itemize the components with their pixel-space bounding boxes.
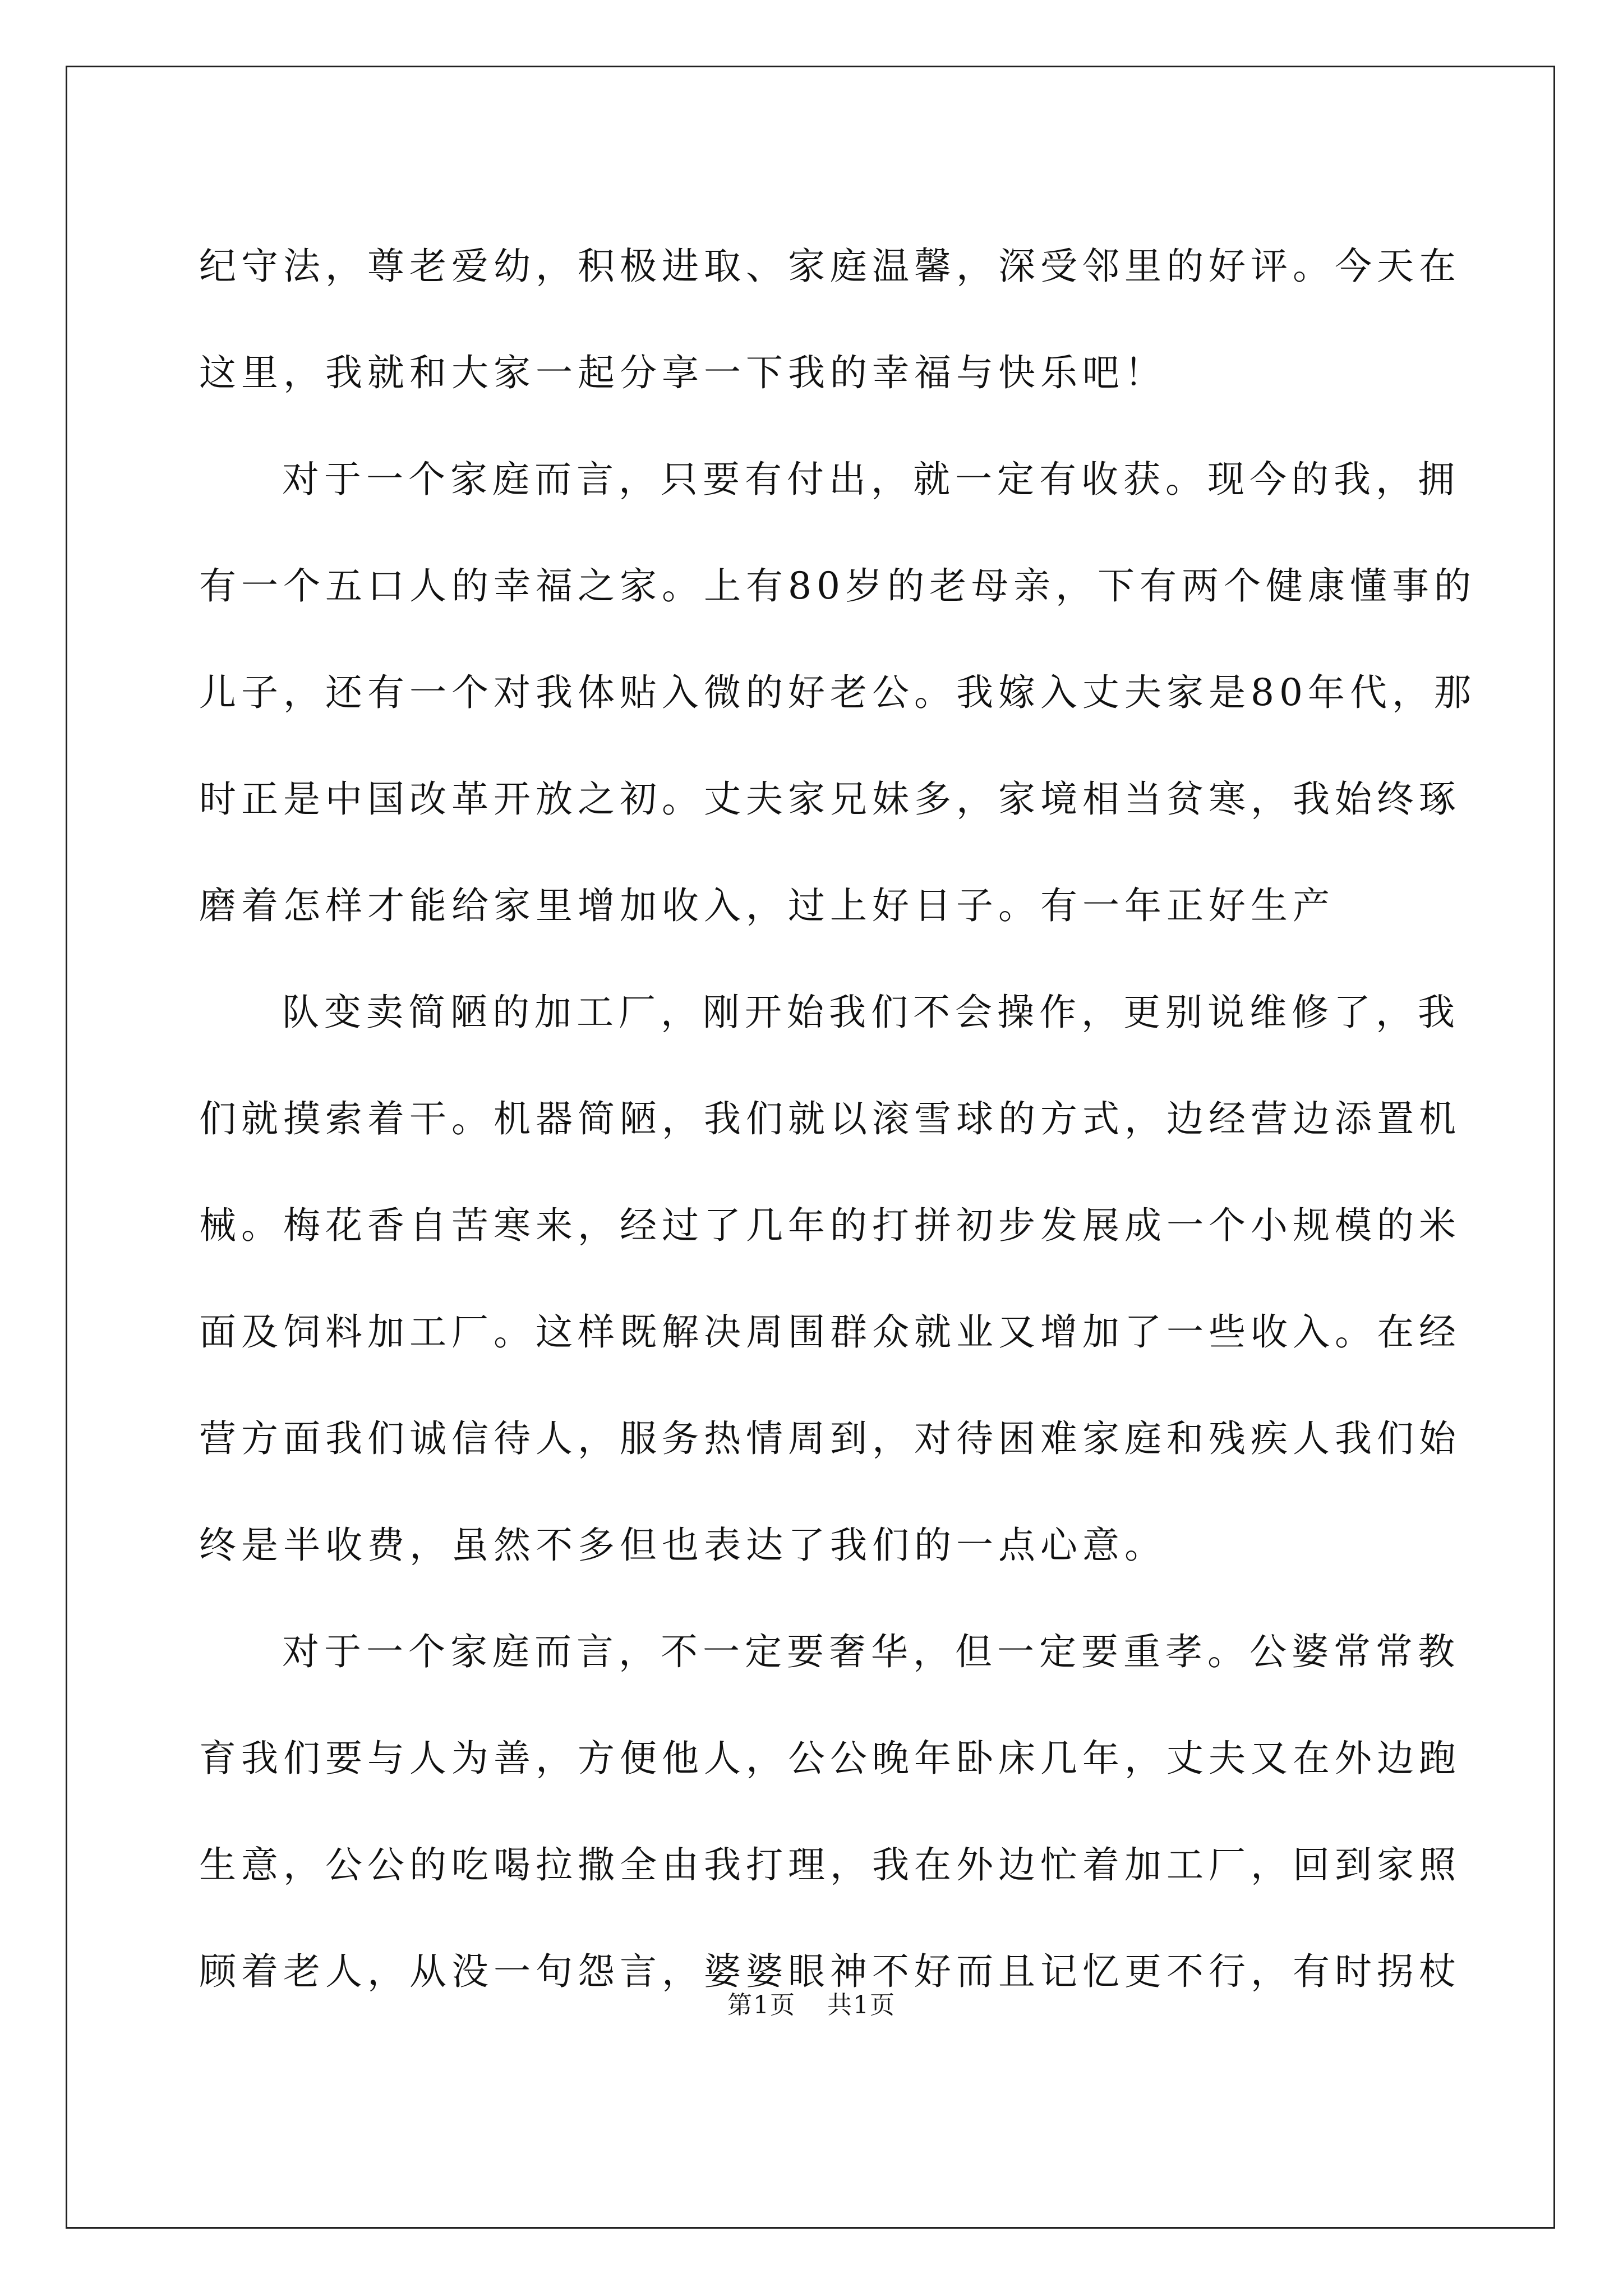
text-line: 纪守法，尊老爱幼，积极进取、家庭温馨，深受邻里的好评。今天在 <box>199 245 1461 288</box>
text-line: 有一个五口人的幸福之家。上有80岁的老母亲，下有两个健康懂事的 <box>199 564 1476 608</box>
page-total: 共1页 <box>827 1991 896 2019</box>
text-line: 儿子，还有一个对我体贴入微的好老公。我嫁入丈夫家是80年代，那 <box>199 671 1476 714</box>
text-line: 营方面我们诚信待人，服务热情周到，对待困难家庭和残疾人我们始 <box>199 1417 1461 1460</box>
text-line: 面及饲料加工厂。这样既解决周围群众就业又增加了一些收入。在经 <box>199 1310 1461 1354</box>
paragraph-first-line: 队变卖简陋的加工厂，刚开始我们不会操作，更别说维修了，我 <box>282 991 1460 1034</box>
page-footer <box>0 1985 1623 2021</box>
document-body <box>199 213 1476 2025</box>
page-number: 第1页 <box>727 1991 796 2019</box>
text-line: 时正是中国改革开放之初。丈夫家兄妹多，家境相当贫寒，我始终琢 <box>199 777 1461 821</box>
text-line: 磨着怎样才能给家里增加收入，过上好日子。有一年正好生产 <box>199 884 1335 927</box>
text-line: 顾着老人，从没一句怨言，婆婆眼神不好而且记忆更不行，有时拐杖 <box>199 1950 1461 1993</box>
text-line: 这里，我就和大家一起分享一下我的幸福与快乐吧！ <box>199 351 1166 394</box>
text-line: 终是半收费，虽然不多但也表达了我们的一点心意。 <box>199 1524 1166 1567</box>
paragraph-first-line: 对于一个家庭而言，不一定要奢华，但一定要重孝。公婆常常教 <box>282 1630 1460 1673</box>
text-line: 育我们要与人为善，方便他人，公公晚年卧床几年，丈夫又在外边跑 <box>199 1737 1461 1780</box>
text-line: 械。梅花香自苦寒来，经过了几年的打拼初步发展成一个小规模的米 <box>199 1204 1461 1247</box>
paragraph-first-line: 对于一个家庭而言，只要有付出，就一定有收获。现今的我，拥 <box>282 458 1460 501</box>
text-line: 生意，公公的吃喝拉撒全由我打理，我在外边忙着加工厂，回到家照 <box>199 1843 1461 1887</box>
text-line: 们就摸索着干。机器简陋，我们就以滚雪球的方式，边经营边添置机 <box>199 1097 1461 1140</box>
